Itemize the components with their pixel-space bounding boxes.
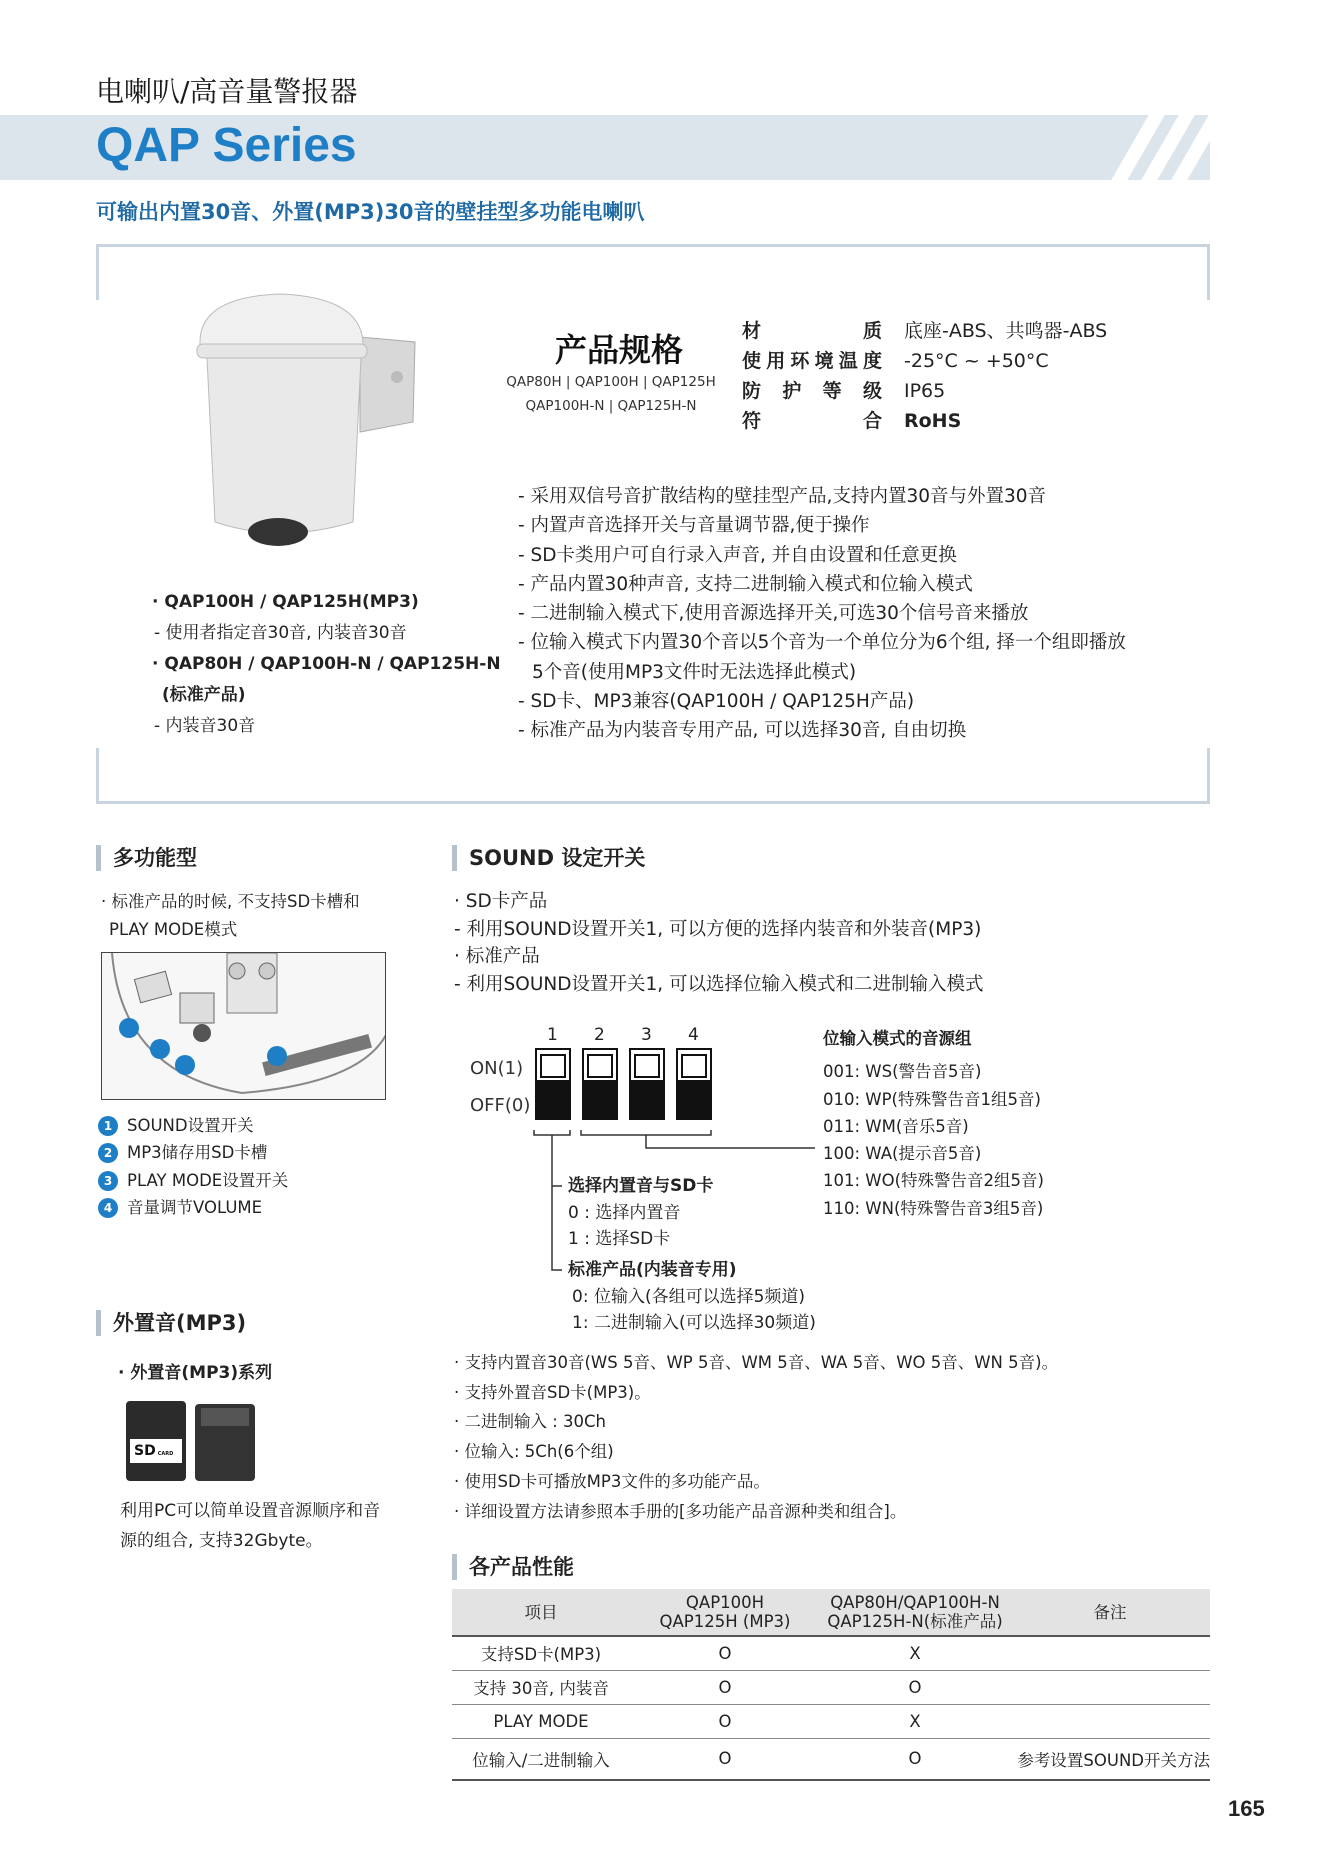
variant-list bbox=[152, 587, 501, 742]
feature-item: - 位输入模式下内置30个音以5个音为一个单位分为6个组, 择一个组即播放 bbox=[518, 632, 1126, 654]
legend-item bbox=[98, 1139, 288, 1166]
performance-table bbox=[452, 1589, 1210, 1781]
group-item: 100: WA(提示音5音) bbox=[823, 1144, 982, 1164]
performance-heading: 各产品性能 bbox=[452, 1554, 574, 1580]
header-col1-line: QAP100H bbox=[685, 1593, 765, 1612]
sound-line: · SD卡产品 bbox=[454, 891, 548, 912]
table-row bbox=[452, 1704, 1210, 1738]
cell-c1: O bbox=[630, 1636, 820, 1670]
mp3-series-title: · 外置音(MP3)系列 bbox=[118, 1363, 273, 1383]
variant-title: · QAP100H / QAP125H(MP3) bbox=[152, 592, 419, 612]
note-item: · 支持外置音SD卡(MP3)。 bbox=[454, 1382, 651, 1402]
cell-c2: X bbox=[820, 1704, 1010, 1738]
cell-c2: X bbox=[820, 1636, 1010, 1670]
legend-text: 音量调节VOLUME bbox=[127, 1197, 263, 1217]
note-item: · 二进制输入 : 30Ch bbox=[454, 1412, 607, 1432]
mp3-desc-line: 源的组合, 支持32Gbyte。 bbox=[120, 1531, 323, 1551]
feature-item: - 内置声音选择开关与音量调节器,便于操作 bbox=[518, 515, 870, 537]
group-item: 101: WO(特殊警告音2组5音) bbox=[823, 1171, 1044, 1191]
cell-note bbox=[1010, 1670, 1210, 1704]
feature-item: - 采用双信号音扩散结构的壁挂型产品,支持内置30音与外置30音 bbox=[518, 486, 1047, 507]
legend-number: 3 bbox=[98, 1171, 118, 1191]
group-item: 001: WS(警告音5音) bbox=[823, 1062, 982, 1082]
group-item: 010: WP(特殊警告音1组5音) bbox=[823, 1089, 1041, 1109]
spec-label: 材质 bbox=[742, 320, 882, 342]
spec-row bbox=[742, 406, 1107, 436]
variant-title: (标准产品) bbox=[162, 685, 246, 705]
group-item: 110: WN(特殊警告音3组5音) bbox=[823, 1198, 1044, 1218]
header-col2-line: QAP125H-N(标准产品) bbox=[827, 1612, 1003, 1631]
notes-list bbox=[454, 1348, 1058, 1526]
note-item: · 位输入: 5Ch(6个组) bbox=[454, 1442, 614, 1462]
cell-note bbox=[1010, 1704, 1210, 1738]
page-number: 165 bbox=[1228, 1796, 1265, 1821]
feature-item: - 产品内置30种声音, 支持二进制输入模式和位输入模式 bbox=[518, 573, 973, 595]
sd-card-label bbox=[130, 1439, 182, 1463]
variant-desc: - 内装音30音 bbox=[154, 716, 256, 736]
mp3-description bbox=[120, 1496, 380, 1556]
spec-row bbox=[742, 376, 1107, 406]
spec-title: 产品规格 bbox=[555, 331, 684, 369]
sound-line: - 利用SOUND设置开关1, 可以选择位输入模式和二进制输入模式 bbox=[454, 973, 984, 995]
model-line: QAP100H-N | QAP125H-N bbox=[525, 398, 697, 414]
dip-switch-3 bbox=[629, 1048, 665, 1120]
legend-number: 4 bbox=[98, 1198, 118, 1218]
header-col1-line: QAP125H (MP3) bbox=[659, 1612, 791, 1631]
note-item: · 详细设置方法请参照本手册的[多功能产品音源种类和组合]。 bbox=[454, 1501, 907, 1521]
series-title: QAP Series bbox=[96, 119, 357, 172]
table-row bbox=[452, 1636, 1210, 1670]
multi-note-line: · 标准产品的时候, 不支持SD卡槽和 bbox=[101, 892, 360, 911]
feature-item: - 标准产品为内装音专用产品, 可以选择30音, 自由切换 bbox=[518, 720, 967, 742]
variant-title: · QAP80H / QAP100H-N / QAP125H-N bbox=[152, 654, 501, 674]
sound-line: - 利用SOUND设置开关1, 可以方便的选择内装音和外装音(MP3) bbox=[454, 918, 982, 940]
cell-item: 支持SD卡(MP3) bbox=[452, 1636, 630, 1670]
dip-switch-2 bbox=[582, 1048, 618, 1120]
feature-item: 5个音(使用MP3文件时无法选择此模式) bbox=[532, 661, 857, 683]
switch-number: 2 bbox=[594, 1025, 605, 1045]
table-row bbox=[452, 1738, 1210, 1780]
legend-text: MP3储存用SD卡槽 bbox=[127, 1143, 268, 1163]
multi-note bbox=[101, 888, 360, 944]
spec-row bbox=[742, 346, 1107, 376]
cell-note bbox=[1010, 1636, 1210, 1670]
spec-label: 防护等级 bbox=[742, 380, 882, 402]
tree-option: 0: 位输入(各组可以选择5频道) bbox=[572, 1287, 806, 1307]
board-illustration bbox=[102, 953, 386, 1100]
board-legend bbox=[98, 1112, 288, 1221]
switch-number: 3 bbox=[641, 1025, 652, 1045]
spec-value: 底座-ABS、共鸣器-ABS bbox=[904, 320, 1108, 342]
switch-number: 4 bbox=[688, 1025, 699, 1045]
cell-item: 支持 30音, 内装音 bbox=[452, 1670, 630, 1704]
legend-number: 1 bbox=[98, 1116, 118, 1136]
spec-label: 符合 bbox=[742, 410, 882, 432]
cell-item: 位输入/二进制输入 bbox=[452, 1738, 630, 1780]
cell-c2: O bbox=[820, 1670, 1010, 1704]
cell-c1: O bbox=[630, 1670, 820, 1704]
feature-item: - 二进制输入模式下,使用音源选择开关,可选30个信号音来播放 bbox=[518, 603, 1029, 625]
legend-item bbox=[98, 1167, 288, 1194]
header-col1 bbox=[630, 1589, 820, 1636]
feature-list bbox=[518, 482, 1198, 746]
legend-item bbox=[98, 1194, 288, 1221]
mp3-desc-line: 利用PC可以简单设置音源顺序和音 bbox=[120, 1501, 381, 1521]
switch-number: 1 bbox=[547, 1025, 558, 1045]
legend-number: 2 bbox=[98, 1143, 118, 1163]
sound-line: · 标准产品 bbox=[454, 946, 540, 967]
sd-text: SD bbox=[134, 1443, 156, 1459]
sound-description bbox=[454, 888, 984, 998]
header-note: 备注 bbox=[1010, 1589, 1210, 1636]
legend-text: PLAY MODE设置开关 bbox=[127, 1170, 289, 1190]
feature-item: - SD卡类用户可自行录入声音, 并自由设置和任意更换 bbox=[518, 544, 957, 566]
spec-value: -25°C ~ +50°C bbox=[904, 350, 1049, 372]
sd-subtext: CARD bbox=[157, 1451, 174, 1457]
sound-group-list bbox=[823, 1025, 1044, 1222]
tree-option: 1 : 选择SD卡 bbox=[568, 1229, 671, 1249]
tree-title: 选择内置音与SD卡 bbox=[568, 1176, 714, 1196]
cell-c1: O bbox=[630, 1704, 820, 1738]
on-label: ON(1) bbox=[470, 1058, 524, 1079]
model-list bbox=[506, 370, 716, 418]
sd-card-icon bbox=[126, 1401, 186, 1481]
sound-heading: SOUND 设定开关 bbox=[452, 845, 645, 871]
micro-sd-top bbox=[201, 1408, 249, 1426]
spec-label: 使用环境温度 bbox=[742, 350, 882, 372]
spec-value: IP65 bbox=[904, 380, 946, 402]
tree-option: 0 : 选择内置音 bbox=[568, 1203, 681, 1223]
cell-item: PLAY MODE bbox=[452, 1704, 630, 1738]
micro-sd-icon bbox=[195, 1404, 255, 1481]
product-image bbox=[185, 282, 425, 562]
model-line: QAP80H | QAP100H | QAP125H bbox=[506, 374, 716, 390]
tree-title: 标准产品(内装音专用) bbox=[568, 1260, 737, 1280]
tree-option: 1: 二进制输入(可以选择30频道) bbox=[572, 1313, 816, 1333]
dip-switch-4 bbox=[676, 1048, 712, 1120]
variant-desc: - 使用者指定音30音, 内装音30音 bbox=[154, 623, 407, 643]
multi-heading: 多功能型 bbox=[96, 845, 197, 871]
cell-c1: O bbox=[630, 1738, 820, 1780]
table-row bbox=[452, 1670, 1210, 1704]
legend-item bbox=[98, 1112, 288, 1139]
mp3-heading: 外置音(MP3) bbox=[96, 1310, 246, 1336]
spec-value: RoHS bbox=[904, 410, 962, 432]
frame-bottom bbox=[96, 748, 1210, 804]
cell-note: 参考设置SOUND开关方法 bbox=[1010, 1738, 1210, 1780]
spec-table bbox=[742, 316, 1107, 436]
dip-switch-1 bbox=[535, 1048, 571, 1120]
group-item: 011: WM(音乐5音) bbox=[823, 1116, 969, 1136]
cell-c2: O bbox=[820, 1738, 1010, 1780]
spec-row bbox=[742, 316, 1107, 346]
header-col2 bbox=[820, 1589, 1010, 1636]
legend-text: SOUND设置开关 bbox=[127, 1116, 254, 1135]
multi-note-line: PLAY MODE模式 bbox=[109, 920, 238, 939]
category-title: 电喇叭/高音量警报器 bbox=[96, 75, 358, 108]
off-label: OFF(0) bbox=[470, 1095, 531, 1116]
header-col2-line: QAP80H/QAP100H-N bbox=[830, 1593, 1000, 1612]
board-photo bbox=[101, 952, 386, 1100]
feature-item: - SD卡、MP3兼容(QAP100H / QAP125H产品) bbox=[518, 691, 915, 713]
note-item: · 支持内置音30音(WS 5音、WP 5音、WM 5音、WA 5音、WO 5音、WN 5音)。 bbox=[454, 1353, 1059, 1372]
note-item: · 使用SD卡可播放MP3文件的多功能产品。 bbox=[454, 1471, 770, 1491]
header-item: 项目 bbox=[452, 1589, 630, 1636]
subtitle: 可输出内置30音、外置(MP3)30音的壁挂型多功能电喇叭 bbox=[96, 200, 645, 224]
table-header-row bbox=[452, 1589, 1210, 1636]
group-title: 位输入模式的音源组 bbox=[823, 1029, 972, 1048]
